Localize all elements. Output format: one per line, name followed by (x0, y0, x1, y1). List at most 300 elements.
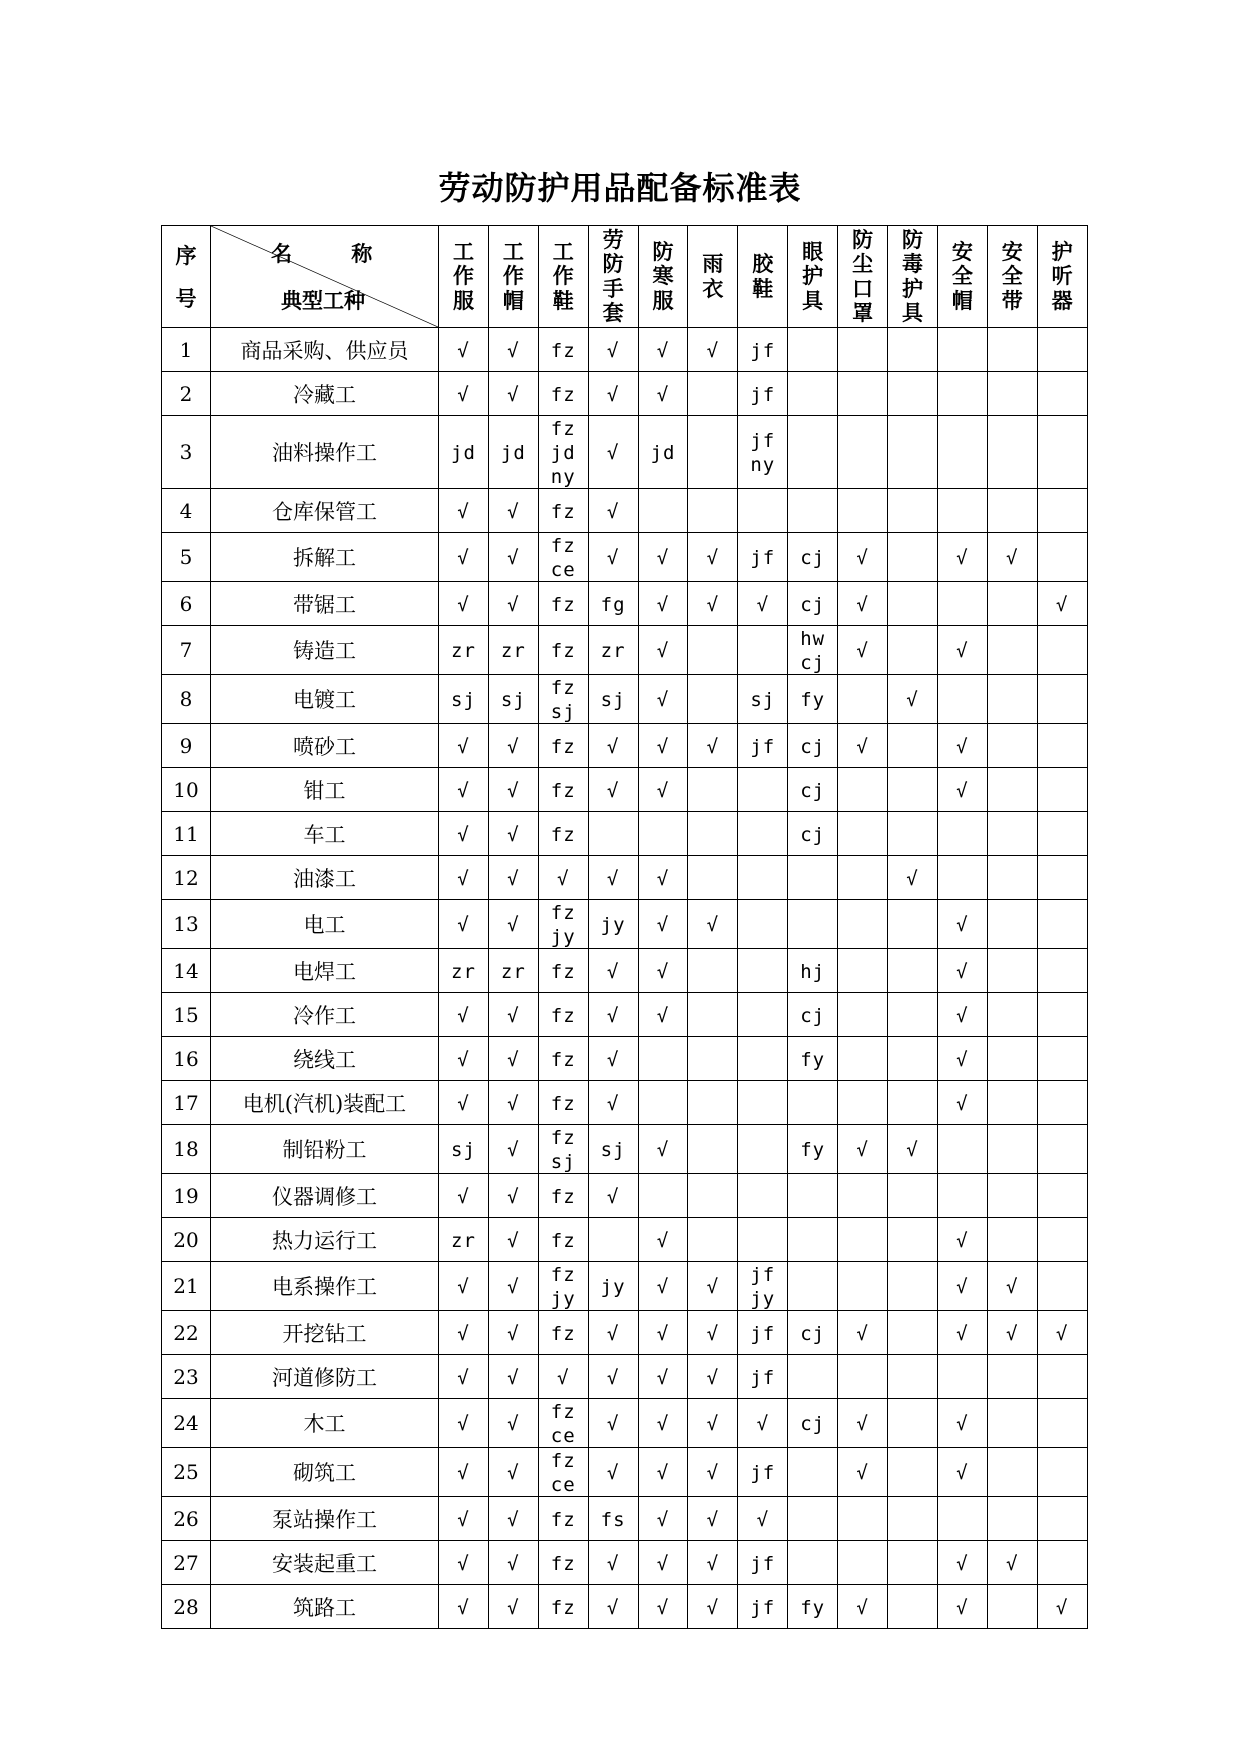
name-label: 名 称 (271, 241, 399, 266)
equipment-cell (439, 533, 489, 582)
table-row (162, 1081, 1088, 1125)
equipment-cell (1037, 1262, 1087, 1311)
column-header-label: 安全带 (1001, 239, 1023, 313)
equipment-cell (638, 1585, 688, 1629)
table-row (162, 582, 1088, 626)
equipment-cell (538, 812, 588, 856)
table-row (162, 1585, 1088, 1629)
equipment-code: √ (656, 779, 670, 802)
equipment-code: √ (656, 1322, 670, 1345)
equipment-code: √ (956, 779, 969, 802)
equipment-cell (838, 724, 888, 768)
equipment-cell (888, 1355, 938, 1399)
table-row (162, 1497, 1088, 1541)
equipment-cell (538, 582, 588, 626)
equipment-cell (538, 328, 588, 372)
equipment-cell (538, 626, 588, 675)
equipment-code: √ (756, 593, 770, 616)
equipment-cell (788, 1081, 838, 1125)
equipment-cell (488, 856, 538, 900)
equipment-code: √ (906, 1139, 919, 1161)
job-name: 筑路工 (211, 1585, 439, 1629)
equipment-cell (937, 489, 987, 533)
table-row (162, 489, 1088, 533)
job-name: 绕线工 (211, 1037, 439, 1081)
equipment-code: √ (606, 1413, 620, 1435)
equipment-cell (638, 328, 688, 372)
equipment-cell (688, 489, 738, 533)
equipment-cell (987, 626, 1037, 675)
equipment-cell (538, 416, 588, 489)
equipment-code: √ (656, 960, 670, 983)
equipment-cell (937, 1174, 987, 1218)
equipment-cell (439, 582, 489, 626)
equipment-code: √ (457, 1462, 470, 1484)
equipment-cell (888, 582, 938, 626)
job-name: 木工 (211, 1399, 439, 1448)
equipment-cell (588, 626, 638, 675)
equipment-cell (488, 1125, 538, 1174)
equipment-code: √ (756, 1508, 770, 1531)
equipment-cell (738, 1311, 788, 1355)
equipment-cell (488, 1218, 538, 1262)
job-name: 制铅粉工 (211, 1125, 439, 1174)
equipment-cell (538, 856, 588, 900)
equipment-cell (439, 1448, 489, 1497)
equipment-cell (788, 1497, 838, 1541)
equipment-cell (1037, 1541, 1087, 1585)
equipment-code: fz (550, 1322, 576, 1345)
diagonal-header (211, 226, 439, 328)
equipment-code: √ (457, 1552, 470, 1575)
column-header-label: 防尘口罩 (852, 227, 874, 325)
table-body (162, 328, 1088, 1629)
row-number: 28 (162, 1585, 211, 1629)
table-row (162, 724, 1088, 768)
equipment-cell (888, 900, 938, 949)
equipment-cell (1037, 1355, 1087, 1399)
equipment-cell (588, 582, 638, 626)
equipment-code: √ (507, 500, 520, 523)
equipment-cell (638, 724, 688, 768)
equipment-cell (788, 533, 838, 582)
equipment-code: √ (856, 547, 869, 569)
equipment-code: √ (956, 1004, 969, 1027)
equipment-cell (538, 1218, 588, 1262)
equipment-code: fz (550, 383, 576, 406)
equipment-cell (937, 1497, 987, 1541)
equipment-cell (488, 1081, 538, 1125)
equipment-cell (1037, 372, 1087, 416)
equipment-cell (638, 900, 688, 949)
equipment-code: √ (1055, 1596, 1069, 1619)
equipment-cell (788, 489, 838, 533)
equipment-cell (738, 768, 788, 812)
equipment-cell (987, 1125, 1037, 1174)
equipment-cell (937, 582, 987, 626)
equipment-cell (788, 949, 838, 993)
equipment-code: sj (451, 1139, 476, 1161)
equipment-cell (588, 1497, 638, 1541)
equipment-cell (888, 1262, 938, 1311)
equipment-cell (888, 812, 938, 856)
equipment-cell (488, 1262, 538, 1311)
equipment-cell (738, 1448, 788, 1497)
equipment-cell (937, 900, 987, 949)
equipment-code: √ (956, 1048, 969, 1071)
equipment-code: √ (507, 383, 520, 406)
equipment-cell (1037, 812, 1087, 856)
equipment-cell (888, 1448, 938, 1497)
equipment-cell (439, 1311, 489, 1355)
table-row (162, 812, 1088, 856)
equipment-cell (688, 582, 738, 626)
equipment-code: √ (906, 867, 919, 890)
equipment-code: √ (706, 1413, 720, 1435)
equipment-cell (638, 626, 688, 675)
equipment-cell (688, 1311, 738, 1355)
equipment-cell (888, 1081, 938, 1125)
job-name: 泵站操作工 (211, 1497, 439, 1541)
equipment-code: √ (457, 1508, 470, 1531)
equipment-code: √ (507, 1596, 520, 1619)
column-header (888, 226, 938, 328)
equipment-code: √ (756, 1413, 770, 1435)
equipment-code: √ (706, 1552, 720, 1575)
equipment-code: √ (656, 1508, 670, 1531)
equipment-code: fz jd ny (550, 418, 576, 488)
row-number: 17 (162, 1081, 211, 1125)
equipment-code: √ (1055, 1322, 1069, 1345)
equipment-code: √ (956, 1322, 969, 1345)
equipment-code: fy (800, 1048, 826, 1071)
equipment-cell (987, 1355, 1037, 1399)
equipment-cell (588, 900, 638, 949)
equipment-cell (838, 1448, 888, 1497)
equipment-code: √ (606, 1004, 620, 1027)
equipment-cell (488, 949, 538, 993)
equipment-cell (738, 1174, 788, 1218)
equipment-code: cj (800, 547, 826, 569)
equipment-cell (538, 1174, 588, 1218)
equipment-code: jd (650, 442, 676, 464)
equipment-code: √ (706, 735, 720, 758)
table-row (162, 416, 1088, 489)
equipment-code: fz ce (550, 1450, 576, 1496)
equipment-cell (738, 949, 788, 993)
equipment-code: √ (606, 735, 620, 758)
equipment-code: √ (606, 1462, 620, 1484)
equipment-cell (738, 856, 788, 900)
equipment-cell (1037, 993, 1087, 1037)
equipment-code: √ (507, 1366, 520, 1389)
equipment-cell (838, 768, 888, 812)
equipment-code: √ (956, 1552, 969, 1575)
job-name: 电焊工 (211, 949, 439, 993)
equipment-code: √ (457, 1413, 470, 1435)
job-name: 开挖钻工 (211, 1311, 439, 1355)
equipment-cell (488, 582, 538, 626)
equipment-cell (688, 328, 738, 372)
equipment-code: fz (550, 1508, 576, 1531)
equipment-cell (538, 1399, 588, 1448)
column-header (788, 226, 838, 328)
table-row (162, 626, 1088, 675)
job-name: 车工 (211, 812, 439, 856)
equipment-cell (788, 675, 838, 724)
equipment-cell (788, 1037, 838, 1081)
equipment-cell (439, 1355, 489, 1399)
equipment-cell (937, 1125, 987, 1174)
equipment-cell (738, 1355, 788, 1399)
equipment-code: √ (656, 1596, 670, 1619)
job-name: 热力运行工 (211, 1218, 439, 1262)
equipment-code: √ (507, 1092, 520, 1115)
equipment-cell (1037, 675, 1087, 724)
equipment-cell (888, 533, 938, 582)
equipment-code: √ (507, 547, 520, 569)
equipment-code: fg (600, 593, 626, 616)
equipment-code: √ (706, 593, 720, 616)
equipment-cell (788, 1355, 838, 1399)
equipment-code: √ (457, 1596, 470, 1619)
equipment-cell (888, 724, 938, 768)
equipment-cell (538, 1081, 588, 1125)
equipment-cell (638, 416, 688, 489)
equipment-cell (439, 372, 489, 416)
equipment-code: fz (550, 1092, 576, 1115)
equipment-cell (888, 1585, 938, 1629)
equipment-code: √ (457, 547, 470, 569)
equipment-cell (638, 582, 688, 626)
equipment-code: √ (656, 640, 670, 662)
equipment-code: √ (656, 1276, 670, 1298)
table-row (162, 1037, 1088, 1081)
equipment-cell (688, 724, 738, 768)
table-row (162, 1262, 1088, 1311)
equipment-cell (588, 1541, 638, 1585)
equipment-cell (638, 812, 688, 856)
equipment-cell (688, 1541, 738, 1585)
equipment-cell (888, 675, 938, 724)
job-name: 油料操作工 (211, 416, 439, 489)
equipment-code: sj (600, 1139, 626, 1161)
equipment-cell (538, 1497, 588, 1541)
equipment-cell (738, 724, 788, 768)
equipment-code: √ (507, 1229, 520, 1252)
seq-header-gap (162, 266, 210, 288)
equipment-cell (588, 856, 638, 900)
equipment-cell (738, 1399, 788, 1448)
equipment-cell (1037, 1585, 1087, 1629)
equipment-cell (638, 993, 688, 1037)
equipment-code: √ (606, 960, 620, 983)
equipment-code: √ (606, 1366, 620, 1389)
row-number: 16 (162, 1037, 211, 1081)
equipment-code: √ (507, 1276, 520, 1298)
equipment-cell (838, 328, 888, 372)
equipment-cell (788, 582, 838, 626)
equipment-code: √ (956, 735, 969, 758)
equipment-code: √ (956, 914, 969, 936)
equipment-cell (888, 1174, 938, 1218)
equipment-cell (788, 856, 838, 900)
equipment-cell (1037, 1037, 1087, 1081)
equipment-cell (688, 993, 738, 1037)
equipment-cell (838, 1355, 888, 1399)
job-name: 仪器调修工 (211, 1174, 439, 1218)
equipment-cell (937, 856, 987, 900)
equipment-cell (888, 489, 938, 533)
equipment-code: √ (606, 867, 620, 890)
column-header-label: 雨衣 (702, 251, 724, 301)
equipment-cell (439, 1081, 489, 1125)
equipment-cell (688, 675, 738, 724)
equipment-cell (987, 1585, 1037, 1629)
equipment-cell (738, 1037, 788, 1081)
equipment-cell (838, 533, 888, 582)
equipment-cell (638, 1037, 688, 1081)
equipment-cell (638, 1355, 688, 1399)
equipment-cell (638, 1125, 688, 1174)
equipment-code: √ (1055, 593, 1069, 616)
equipment-code: √ (706, 1366, 720, 1389)
equipment-code: fz (550, 640, 576, 662)
table-row (162, 1125, 1088, 1174)
equipment-cell (738, 533, 788, 582)
row-number: 15 (162, 993, 211, 1037)
equipment-code: √ (457, 1048, 470, 1071)
equipment-code: zr (451, 640, 476, 662)
equipment-code: √ (457, 1276, 470, 1298)
equipment-cell (638, 1081, 688, 1125)
equipment-code: √ (656, 339, 670, 362)
equipment-code: √ (557, 1366, 570, 1389)
equipment-cell (1037, 1399, 1087, 1448)
equipment-code: √ (507, 823, 520, 846)
equipment-cell (838, 372, 888, 416)
equipment-cell (888, 1497, 938, 1541)
equipment-cell (1037, 416, 1087, 489)
equipment-code: √ (507, 1462, 520, 1484)
equipment-code: √ (656, 1552, 670, 1575)
equipment-cell (488, 489, 538, 533)
equipment-code: sj (500, 689, 526, 711)
equipment-cell (987, 1037, 1037, 1081)
equipment-cell (788, 1585, 838, 1629)
row-number: 14 (162, 949, 211, 993)
equipment-cell (1037, 724, 1087, 768)
equipment-cell (588, 1081, 638, 1125)
equipment-cell (987, 949, 1037, 993)
equipment-cell (738, 993, 788, 1037)
equipment-cell (1037, 1125, 1087, 1174)
equipment-code: √ (856, 735, 869, 758)
equipment-cell (688, 1355, 738, 1399)
equipment-cell (937, 1585, 987, 1629)
equipment-cell (788, 626, 838, 675)
column-header (1037, 226, 1087, 328)
equipment-cell (987, 1399, 1037, 1448)
column-header (738, 226, 788, 328)
equipment-cell (688, 1497, 738, 1541)
equipment-cell (838, 856, 888, 900)
equipment-cell (588, 1355, 638, 1399)
equipment-cell (937, 993, 987, 1037)
equipment-cell (588, 372, 638, 416)
equipment-cell (488, 1174, 538, 1218)
equipment-code: √ (706, 1508, 720, 1531)
equipment-cell (838, 1218, 888, 1262)
equipment-code: fz (550, 1048, 576, 1071)
equipment-cell (937, 768, 987, 812)
equipment-code: √ (606, 1048, 620, 1071)
equipment-cell (788, 1311, 838, 1355)
equipment-cell (488, 768, 538, 812)
column-header (588, 226, 638, 328)
equipment-cell (738, 372, 788, 416)
seq-header-top: 序 (175, 242, 197, 268)
equipment-cell (488, 675, 538, 724)
column-header-label: 护听器 (1051, 239, 1073, 313)
equipment-code: jf ny (750, 430, 776, 476)
equipment-cell (688, 372, 738, 416)
table-row (162, 1355, 1088, 1399)
equipment-cell (488, 626, 538, 675)
column-header-label: 防毒护具 (901, 227, 923, 325)
equipment-cell (838, 416, 888, 489)
equipment-code: √ (606, 339, 620, 362)
equipment-cell (937, 533, 987, 582)
equipment-cell (688, 1399, 738, 1448)
column-header-label: 工作帽 (502, 239, 524, 313)
equipment-code: √ (656, 867, 670, 890)
equipment-code: fz (550, 960, 576, 983)
equipment-code: √ (457, 735, 470, 758)
job-name: 钳工 (211, 768, 439, 812)
column-header-label: 胶鞋 (752, 251, 774, 301)
equipment-code: jf (750, 1322, 776, 1345)
equipment-code: √ (606, 1322, 620, 1345)
equipment-code: fz (550, 593, 576, 616)
equipment-cell (688, 1218, 738, 1262)
equipment-cell (738, 900, 788, 949)
equipment-cell (439, 1541, 489, 1585)
table-row (162, 1311, 1088, 1355)
equipment-code: fz (550, 735, 576, 758)
equipment-code: √ (856, 640, 869, 662)
equipment-cell (738, 1497, 788, 1541)
job-name: 油漆工 (211, 856, 439, 900)
equipment-code: √ (956, 547, 969, 569)
equipment-cell (838, 1585, 888, 1629)
equipment-cell (688, 856, 738, 900)
equipment-cell (937, 1037, 987, 1081)
equipment-code: jf (750, 1366, 776, 1389)
equipment-cell (838, 1399, 888, 1448)
equipment-cell (638, 489, 688, 533)
equipment-code: √ (457, 383, 470, 406)
equipment-cell (838, 1081, 888, 1125)
equipment-cell (488, 533, 538, 582)
equipment-cell (688, 416, 738, 489)
equipment-cell (888, 1125, 938, 1174)
equipment-code: √ (656, 383, 670, 406)
equipment-cell (788, 1399, 838, 1448)
equipment-cell (937, 1448, 987, 1497)
equipment-cell (688, 1448, 738, 1497)
equipment-cell (888, 372, 938, 416)
